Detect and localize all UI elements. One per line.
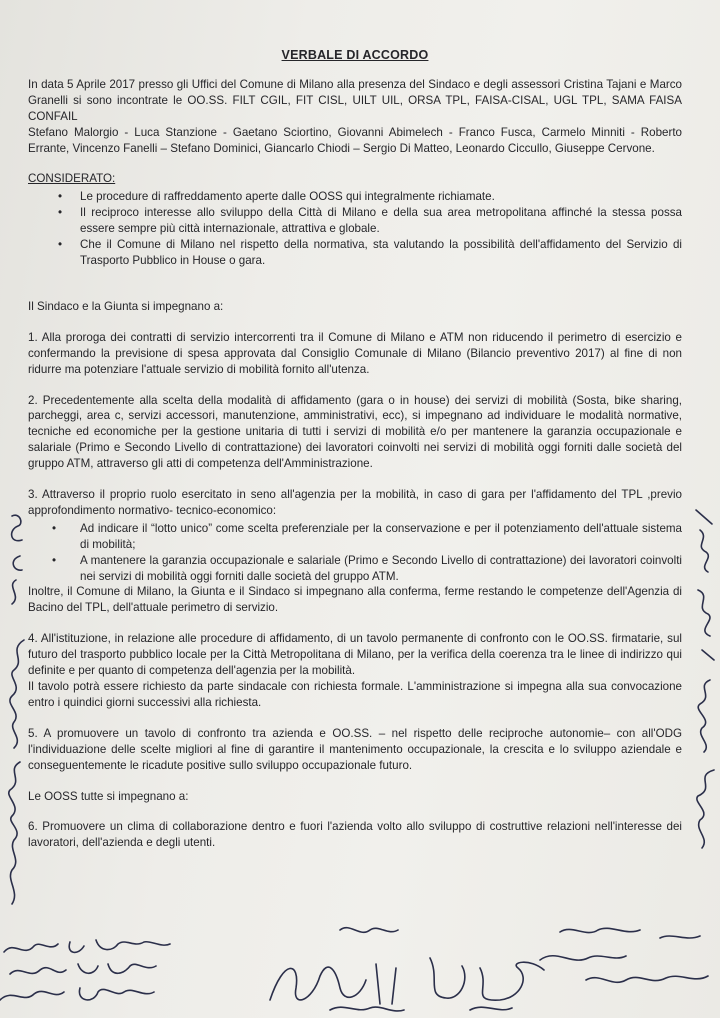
point-3: 3. Attraverso il proprio ruolo esercitato in seno all'agenzia per la mobilità, in caso di gara per l'affidamento del TPL ,previo approfondimento normativo- tecnico-economico:: [28, 488, 682, 517]
left-margin-signatures: [0, 500, 30, 920]
considerato-item: • Le procedure di raffreddamento aperte dalle OOSS qui integralmente richiamate.: [28, 189, 682, 205]
point-4-tail: Il tavolo potrà essere richiesto da parte sindacale con richiesta formale. L'amministrazione si impegna alla sua convocazione entro i quindici giorni successivi alla richiesta.: [28, 680, 682, 709]
point-3-item: • A mantenere la garanzia occupazionale e salariale (Primo e Secondo Livello di contrattazione) dei lavoratori coinvolti nei servizi di mobilità oggi forniti dalle società del gruppo ATM.: [28, 553, 682, 585]
point-3-tail: Inoltre, il Comune di Milano, la Giunta e il Sindaco si impegnano alla conferma, ferme restando le competenze dell'Agenzia di Bacino del TPL, dell'attuale perimetro di servizio.: [28, 585, 682, 615]
document-title: VERBALE DI ACCORDO: [281, 48, 429, 62]
participants-paragraph: Stefano Malorgio - Luca Stanzione - Gaetano Sciortino, Giovanni Abimelech - Franco Fusca, Carmelo Minniti - Roberto Errante, Vincenzo Fanelli – Stefano Dominici, Giancarlo Chiodi – Sergio Di Matteo, Leonardo Ciccullo, Giuseppe Cervone.: [28, 125, 682, 155]
point-1: 1. Alla proroga dei contratti di servizio intercorrenti tra il Comune di Milano e ATM non riducendo il perimetro di esercizio e confermando la previsione di spesa approvata dal Consiglio Comunale di Milano (Bilancio preventivo 2017) al fine di non ridurre ma potenziare l'attuale servizio di mobilità fornito all'utenza.: [28, 330, 682, 376]
sindaco-heading: Il Sindaco e la Giunta si impegnano a:: [28, 299, 224, 313]
ooss-heading: Le OOSS tutte si impegnano a:: [28, 789, 189, 803]
bottom-signatures: [0, 918, 720, 1018]
considerato-heading: CONSIDERATO:: [28, 172, 116, 186]
point-4: 4. All'istituzione, in relazione alle procedure di affidamento, di un tavolo permanente di confronto con le OO.SS. firmatarie, sul futuro del trasporto pubblico locale per la Città Metropolitana di Milano, per la verifica della coerenza tra le linee di indirizzo qui definite e per quanto di competenza dell'agenzia per la mobilità.: [28, 632, 682, 678]
document-body: [28, 48, 682, 851]
considerato-item: • Che il Comune di Milano nel rispetto della normativa, sta valutando la possibilità dell'affidamento del Servizio di Trasporto Pubblico in House o gara.: [28, 237, 682, 269]
point-6: 6. Promuovere un clima di collaborazione dentro e fuori l'azienda volto allo sviluppo di costruttive relazioni nell'interesse dei lavoratori, dell'azienda e degli utenti.: [28, 820, 682, 850]
point-2: 2. Precedentemente alla scelta della modalità di affidamento (gara o in house) dei servizi di mobilità (Sosta, bike sharing, parcheggi, area c, servizi accessori, manutenzione, amministrativi, ecc), si impegnano ad individuare le modalità normative, tecniche ed economiche per la gestione unitaria di tutti i servizi di mobilità e/o per mantenere la garanzia occupazionale e salariale (Primo e Secondo Livello di contrattazione) dei lavoratori coinvolti nei servizi di mobilità oggi forniti dalle società del gruppo ATM, attraverso gli atti di competenza dell'Amministrazione.: [28, 393, 682, 471]
considerato-list: [28, 189, 682, 269]
right-margin-signatures: [688, 500, 720, 860]
considerato-item: • Il reciproco interesse allo sviluppo della Città di Milano e della sua area metropolitana affinché la stessa possa essere sempre più città internazionale, attrattiva e globale.: [28, 205, 682, 237]
point-3-item: • Ad indicare il “lotto unico” come scelta preferenziale per la conservazione e per il potenziamento dell'attuale sistema di mobilità;: [28, 521, 682, 553]
intro-paragraph: In data 5 Aprile 2017 presso gli Uffici del Comune di Milano alla presenza del Sindaco e degli assessori Cristina Tajani e Marco Granelli si sono incontrate le OO.SS. FILT CGIL, FIT CISL, UILT UIL, ORSA TPL, FAISA-CISAL, UGL TPL, SAMA FAISA CONFAIL: [28, 77, 682, 123]
point-3-list: [28, 521, 682, 585]
point-5: 5. A promuovere un tavolo di confronto tra azienda e OO.SS. – nel rispetto delle reciproche autonomie– con all'ODG l'individuazione delle scelte migliori al fine di garantire il mantenimento occupazionale, la crescita e lo sviluppo aziendale e conseguentemente le ricadute positive sullo sviluppo occupazionale futuro.: [28, 726, 682, 772]
